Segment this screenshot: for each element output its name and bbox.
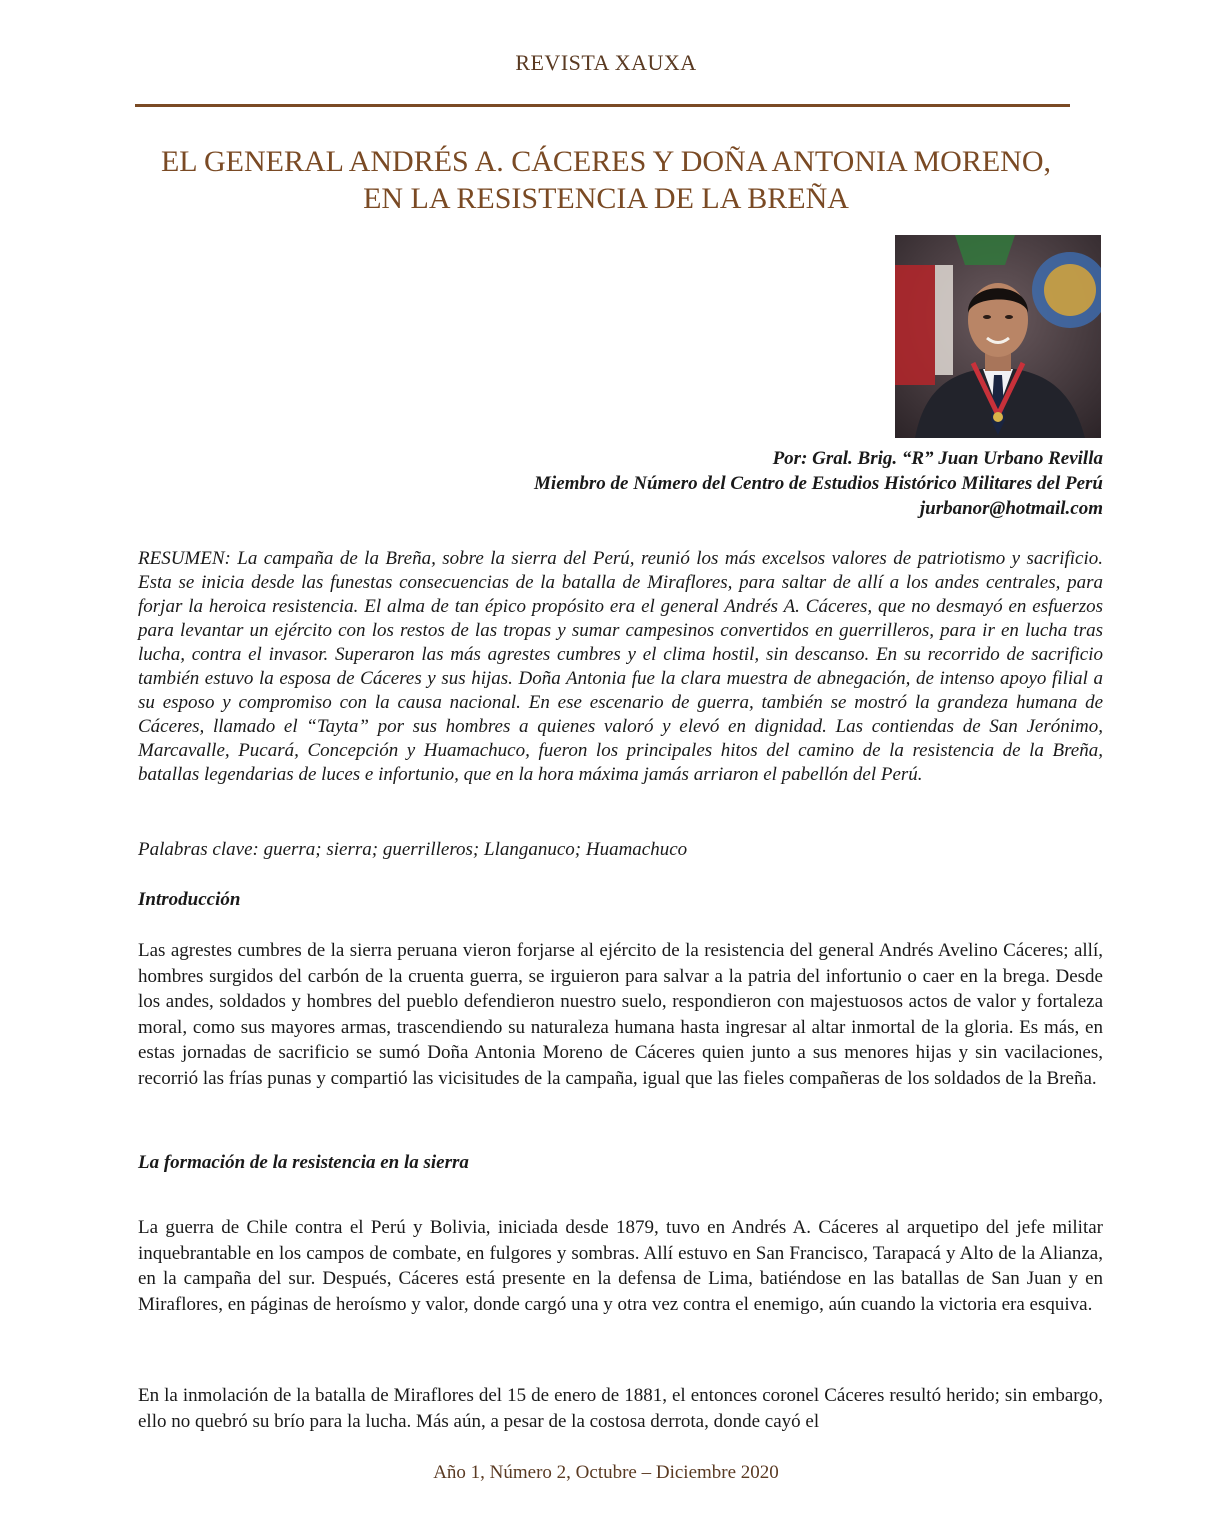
- page-footer: Año 1, Número 2, Octubre – Diciembre 2020: [433, 1462, 779, 1483]
- author-email: jurbanor@hotmail.com: [919, 498, 1103, 519]
- author-photo: [895, 235, 1101, 438]
- author-portrait-image: [895, 235, 1101, 438]
- author-affiliation: Miembro de Número del Centro de Estudios Histórico Militares del Perú: [534, 473, 1103, 494]
- paragraph-guerra-chile: La guerra de Chile contra el Perú y Bolivia, iniciada desde 1879, tuvo en Andrés A. Cáceres al arquetipo del jefe militar inquebrantable en los campos de combate, en fulgores y sombras. Allí estuvo en San Francisco, Tarapacá y Alto de la Alianza, en la campaña del sur. Después, Cáceres está presente en la defensa de Lima, batiéndose en las batallas de San Juan y en Miraflores, en páginas de heroísmo y valor, donde cargó una y otra vez contra el enemigo, aún cuando la victoria era esquiva.: [138, 1217, 1103, 1315]
- section-heading-introduccion: Introducción: [138, 889, 241, 910]
- abstract: RESUMEN: La campaña de la Breña, sobre la sierra del Perú, reunió los más excelsos valores de patriotismo y sacrificio. Esta se inicia desde las funestas consecuencias de la batalla de Miraflores, para saltar de allí a los andes centrales, para forjar la heroica resistencia. El alma de tan épico propósito era el general Andrés A. Cáceres, que no desmayó en esfuerzos para levantar un ejército con los restos de las tropas y sumar campesinos convertidos en guerrilleros, para ir en lucha tras lucha, contra el invasor. Superaron las más agrestes cumbres y el clima hostil, sin descanso. En su recorrido de sacrificio también estuvo la esposa de Cáceres y sus hijas. Doña Antonia fue la clara muestra de abnegación, de intenso apoyo filial a su esposo y compromiso con la causa nacional. En ese escenario de guerra, también se mostró la grandeza humana de Cáceres, llamado el “Tayta” por sus hombres a quienes valoró y elevó en dignidad. Las contiendas de San Jerónimo, Marcavalle, Pucará, Concepción y Huamachuco, fueron los principales hitos del camino de la resistencia de la Breña, batallas legendarias de luces e infortunio, que en la hora máxima jamás arriaron el pabellón del Perú.: [138, 548, 1103, 785]
- paragraph-miraflores: En la inmolación de la batalla de Miraflores del 15 de enero de 1881, el entonces coronel Cáceres resultó herido; sin embargo, ello no quebró su brío para la lucha. Más aún, a pesar de la costosa derrota, donde cayó el: [138, 1385, 1103, 1432]
- paragraph-intro: Las agrestes cumbres de la sierra peruana vieron forjarse al ejército de la resistencia del general Andrés Avelino Cáceres; allí, hombres surgidos del carbón de la cruenta guerra, se irguieron para salvar a la patria del infortunio o caer en la brega. Desde los andes, soldados y hombres del pueblo defendieron nuestro suelo, respondieron con majestuosos actos de valor y fortaleza moral, como sus mayores armas, trascendiendo su naturaleza humana hasta ingresar al altar inmortal de la gloria. Es más, en estas jornadas de sacrificio se sumó Doña Antonia Moreno de Cáceres quien junto a sus menores hijas y sin vacilaciones, recorrió las frías punas y compartió las vicisitudes de la campaña, igual que las fieles compañeras de los soldados de la Breña.: [138, 940, 1103, 1089]
- journal-name: REVISTA XAUXA: [515, 50, 697, 75]
- header-rule: [135, 104, 1070, 107]
- section-heading-formacion: La formación de la resistencia en la sierra: [138, 1152, 469, 1173]
- title-line-1: EL GENERAL ANDRÉS A. CÁCERES Y DOÑA ANTONIA MORENO,: [160, 145, 1052, 178]
- title-line-2: EN LA RESISTENCIA DE LA BREÑA: [363, 182, 849, 215]
- article-title: [60, 143, 1152, 217]
- keywords: Palabras clave: guerra; sierra; guerrilleros; Llanganuco; Huamachuco: [138, 839, 688, 860]
- author-block: [343, 446, 1103, 521]
- author-byline: Por: Gral. Brig. “R” Juan Urbano Revilla: [772, 448, 1103, 469]
